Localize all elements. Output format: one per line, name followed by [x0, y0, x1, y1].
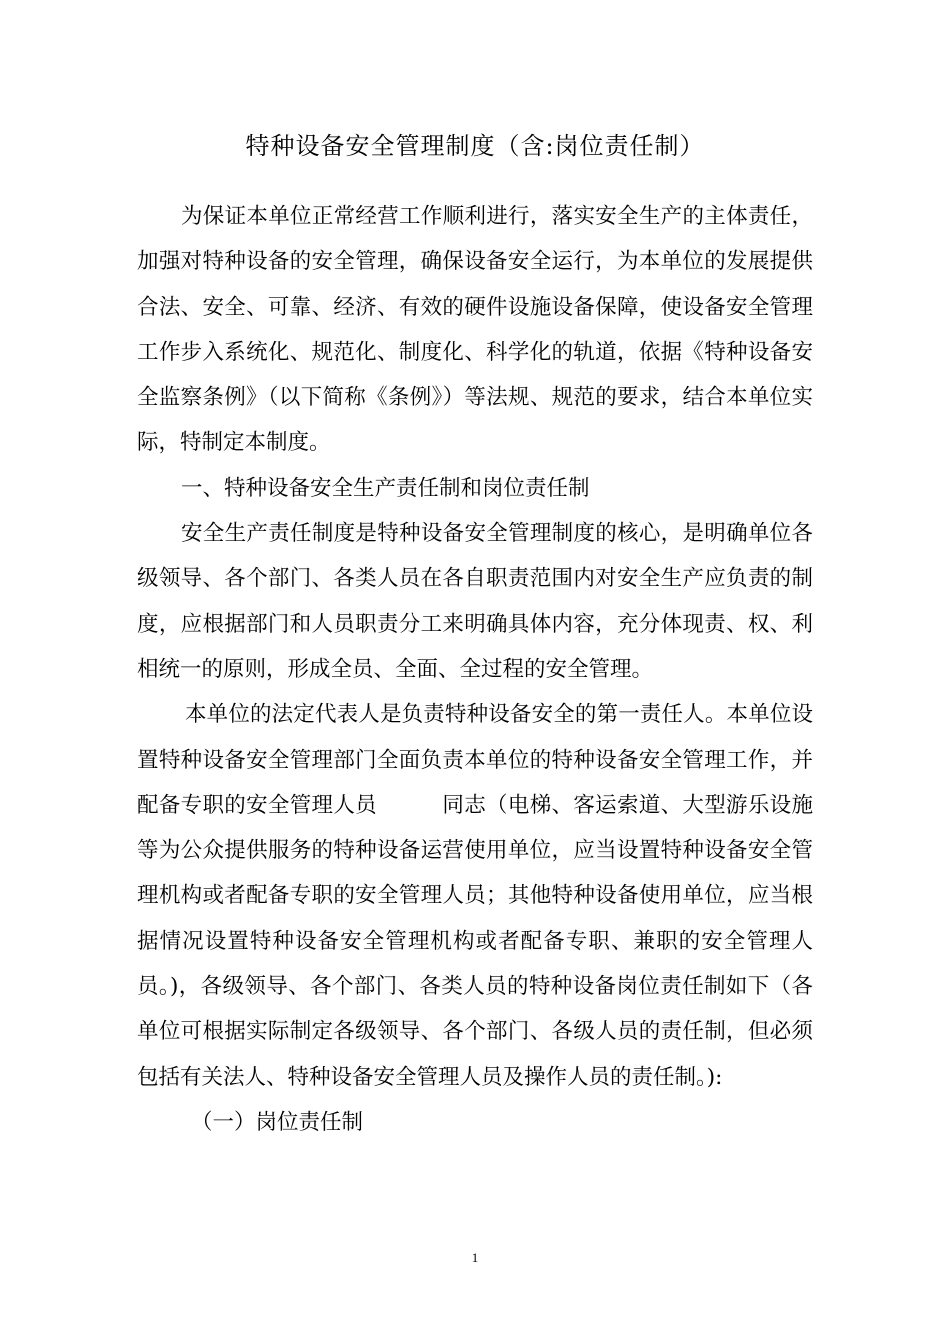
- intro-paragraph: 为保证本单位正常经营工作顺利进行，落实安全生产的主体责任，加强对特种设备的安全管理，确保设备安全运行，为本单位的发展提供合法、安全、可靠、经济、有效的硬件设施设备保障，使设备安全管理工作步入系统化、规范化、制度化、科学化的轨道，依据《特种设备安全监察条例》（以下简称《条例》）等法规、规范的要求，结合本单位实际，特制定本制度。: [137, 204, 813, 456]
- document-body: [137, 194, 813, 1145]
- responsibility-paragraph: 安全生产责任制度是特种设备安全管理制度的核心，是明确单位各级领导、各个部门、各类人员在各自职责范围内对安全生产应负责的制度，应根据部门和人员职责分工来明确具体内容，充分体现责、权、利相统一的原则，形成全员、全面、全过程的安全管理。: [137, 521, 813, 682]
- page-number: 1: [471, 1250, 479, 1265]
- subsection-heading-1: （一）岗位责任制: [191, 1109, 364, 1135]
- section-heading-1: 一、特种设备安全生产责任制和岗位责任制: [181, 475, 590, 501]
- legal-representative-paragraph: 本单位的法定代表人是负责特种设备安全的第一责任人。本单位设置特种设备安全管理部门全面负责本单位的特种设备安全管理工作，并配备专职的安全管理人员 同志（电梯、客运索道、大型游乐设施等为公众提供服务的特种设备运营使用单位，应当设置特种设备安全管理机构或者配备专职的安全管理人员；其他特种设备使用单位，应当根据情况设置特种设备安全管理机构或者配备专职、兼职的安全管理人员。)，各级领导、各个部门、各类人员的特种设备岗位责任制如下（各单位可根据实际制定各级领导、各个部门、各级人员的责任制，但必须包括有关法人、特种设备安全管理人员及操作人员的责任制。):: [137, 702, 813, 1090]
- document-title: 特种设备安全管理制度（含:岗位责任制）: [245, 132, 705, 160]
